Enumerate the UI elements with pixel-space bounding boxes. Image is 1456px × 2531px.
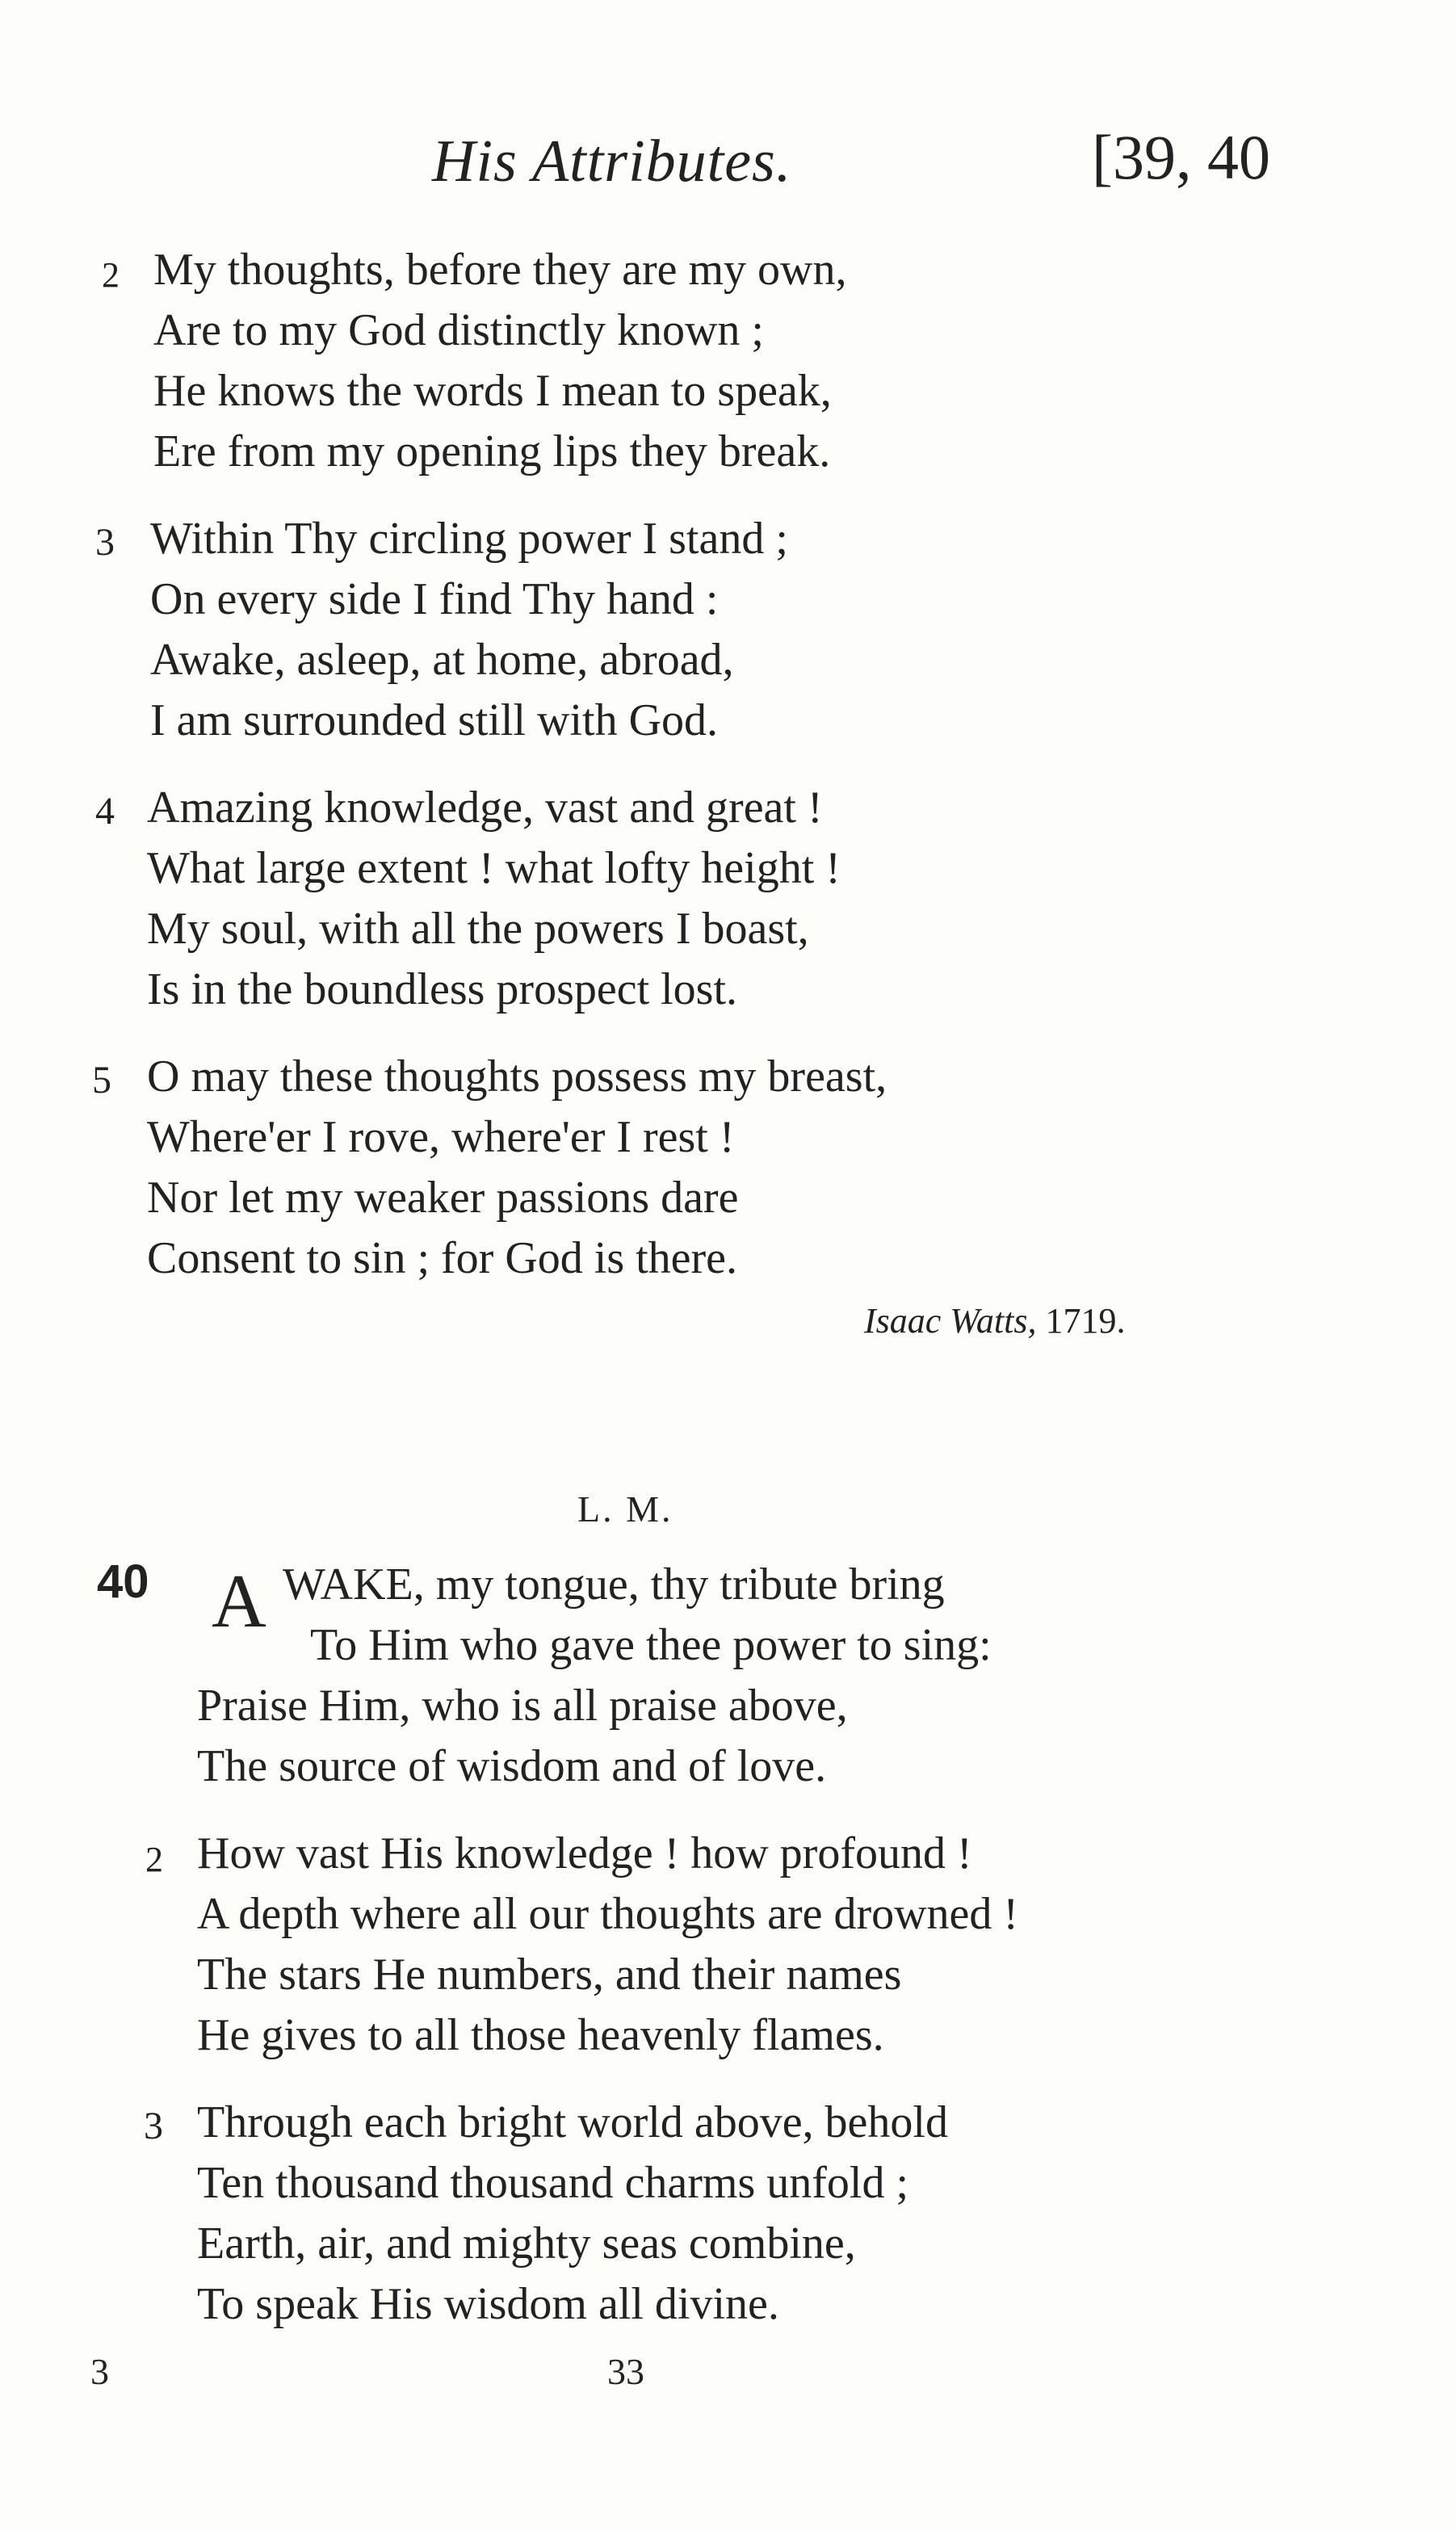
verse-line: Ten thousand thousand charms unfold ; (197, 2158, 909, 2208)
verse-line: Awake, asleep, at home, abroad, (150, 635, 734, 685)
verse-line: To speak His wisdom all divine. (197, 2279, 779, 2329)
verse-line: I am surrounded still with God. (150, 695, 719, 745)
hymn-attribution (864, 1300, 1126, 1341)
verse-line: Praise Him, who is all praise above, (197, 1681, 848, 1731)
verse-number: 4 (95, 790, 115, 833)
verse-line: Ere from my opening lips they break. (153, 426, 831, 476)
verse-line: Is in the boundless prospect lost. (147, 964, 738, 1014)
verse-line: Where'er I rove, where'er I rest ! (147, 1112, 735, 1162)
verse-line: Are to my God distinctly known ; (153, 305, 764, 355)
verse-number: 2 (145, 1840, 163, 1879)
author-name: Isaac Watts, (864, 1301, 1037, 1341)
page-number: 33 (607, 2351, 644, 2392)
verse-line: WAKE, my tongue, thy tribute bring (283, 1559, 945, 1610)
hymn-number: 40 (97, 1555, 149, 1608)
verse-line: A depth where all our thoughts are drowned ! (197, 1889, 1019, 1939)
verse-line: On every side I find Thy hand : (150, 574, 719, 624)
verse-line: What large extent ! what lofty height ! (147, 843, 841, 893)
verse-line: Through each bright world above, behold (197, 2097, 948, 2147)
verse-line: Earth, air, and mighty seas combine, (197, 2218, 856, 2269)
drop-cap: A (212, 1559, 266, 1643)
verse-line: The stars He numbers, and their names (197, 1950, 902, 2000)
verse-line: To Him who gave thee power to sing: (310, 1620, 992, 1670)
verse-line: The source of wisdom and of love. (197, 1741, 827, 1791)
verse-line: Consent to sin ; for God is there. (147, 1233, 738, 1283)
composition-year: 1719. (1045, 1301, 1126, 1341)
running-head-title: His Attributes. (432, 128, 792, 195)
verse-number: 3 (95, 521, 115, 564)
verse-line: Nor let my weaker passions dare (147, 1173, 739, 1223)
verse-line: Amazing knowledge, vast and great ! (147, 783, 823, 833)
running-head-hymn-numbers: [39, 40 (1092, 122, 1270, 192)
verse-number: 5 (92, 1059, 111, 1102)
verse-number: 3 (144, 2105, 163, 2147)
meter-label: L. M. (577, 1488, 673, 1530)
verse-line: My soul, with all the powers I boast, (147, 904, 809, 954)
verse-number: 2 (102, 255, 120, 295)
verse-line: He gives to all those heavenly flames. (197, 2010, 884, 2060)
verse-line: How vast His knowledge ! how profound ! (197, 1828, 972, 1878)
verse-line: Within Thy circling power I stand ; (150, 514, 788, 564)
verse-line: O may these thoughts possess my breast, (147, 1051, 887, 1102)
verse-line: He knows the words I mean to speak, (153, 366, 832, 416)
verse-line: My thoughts, before they are my own, (153, 245, 847, 295)
signature-mark: 3 (90, 2351, 109, 2392)
